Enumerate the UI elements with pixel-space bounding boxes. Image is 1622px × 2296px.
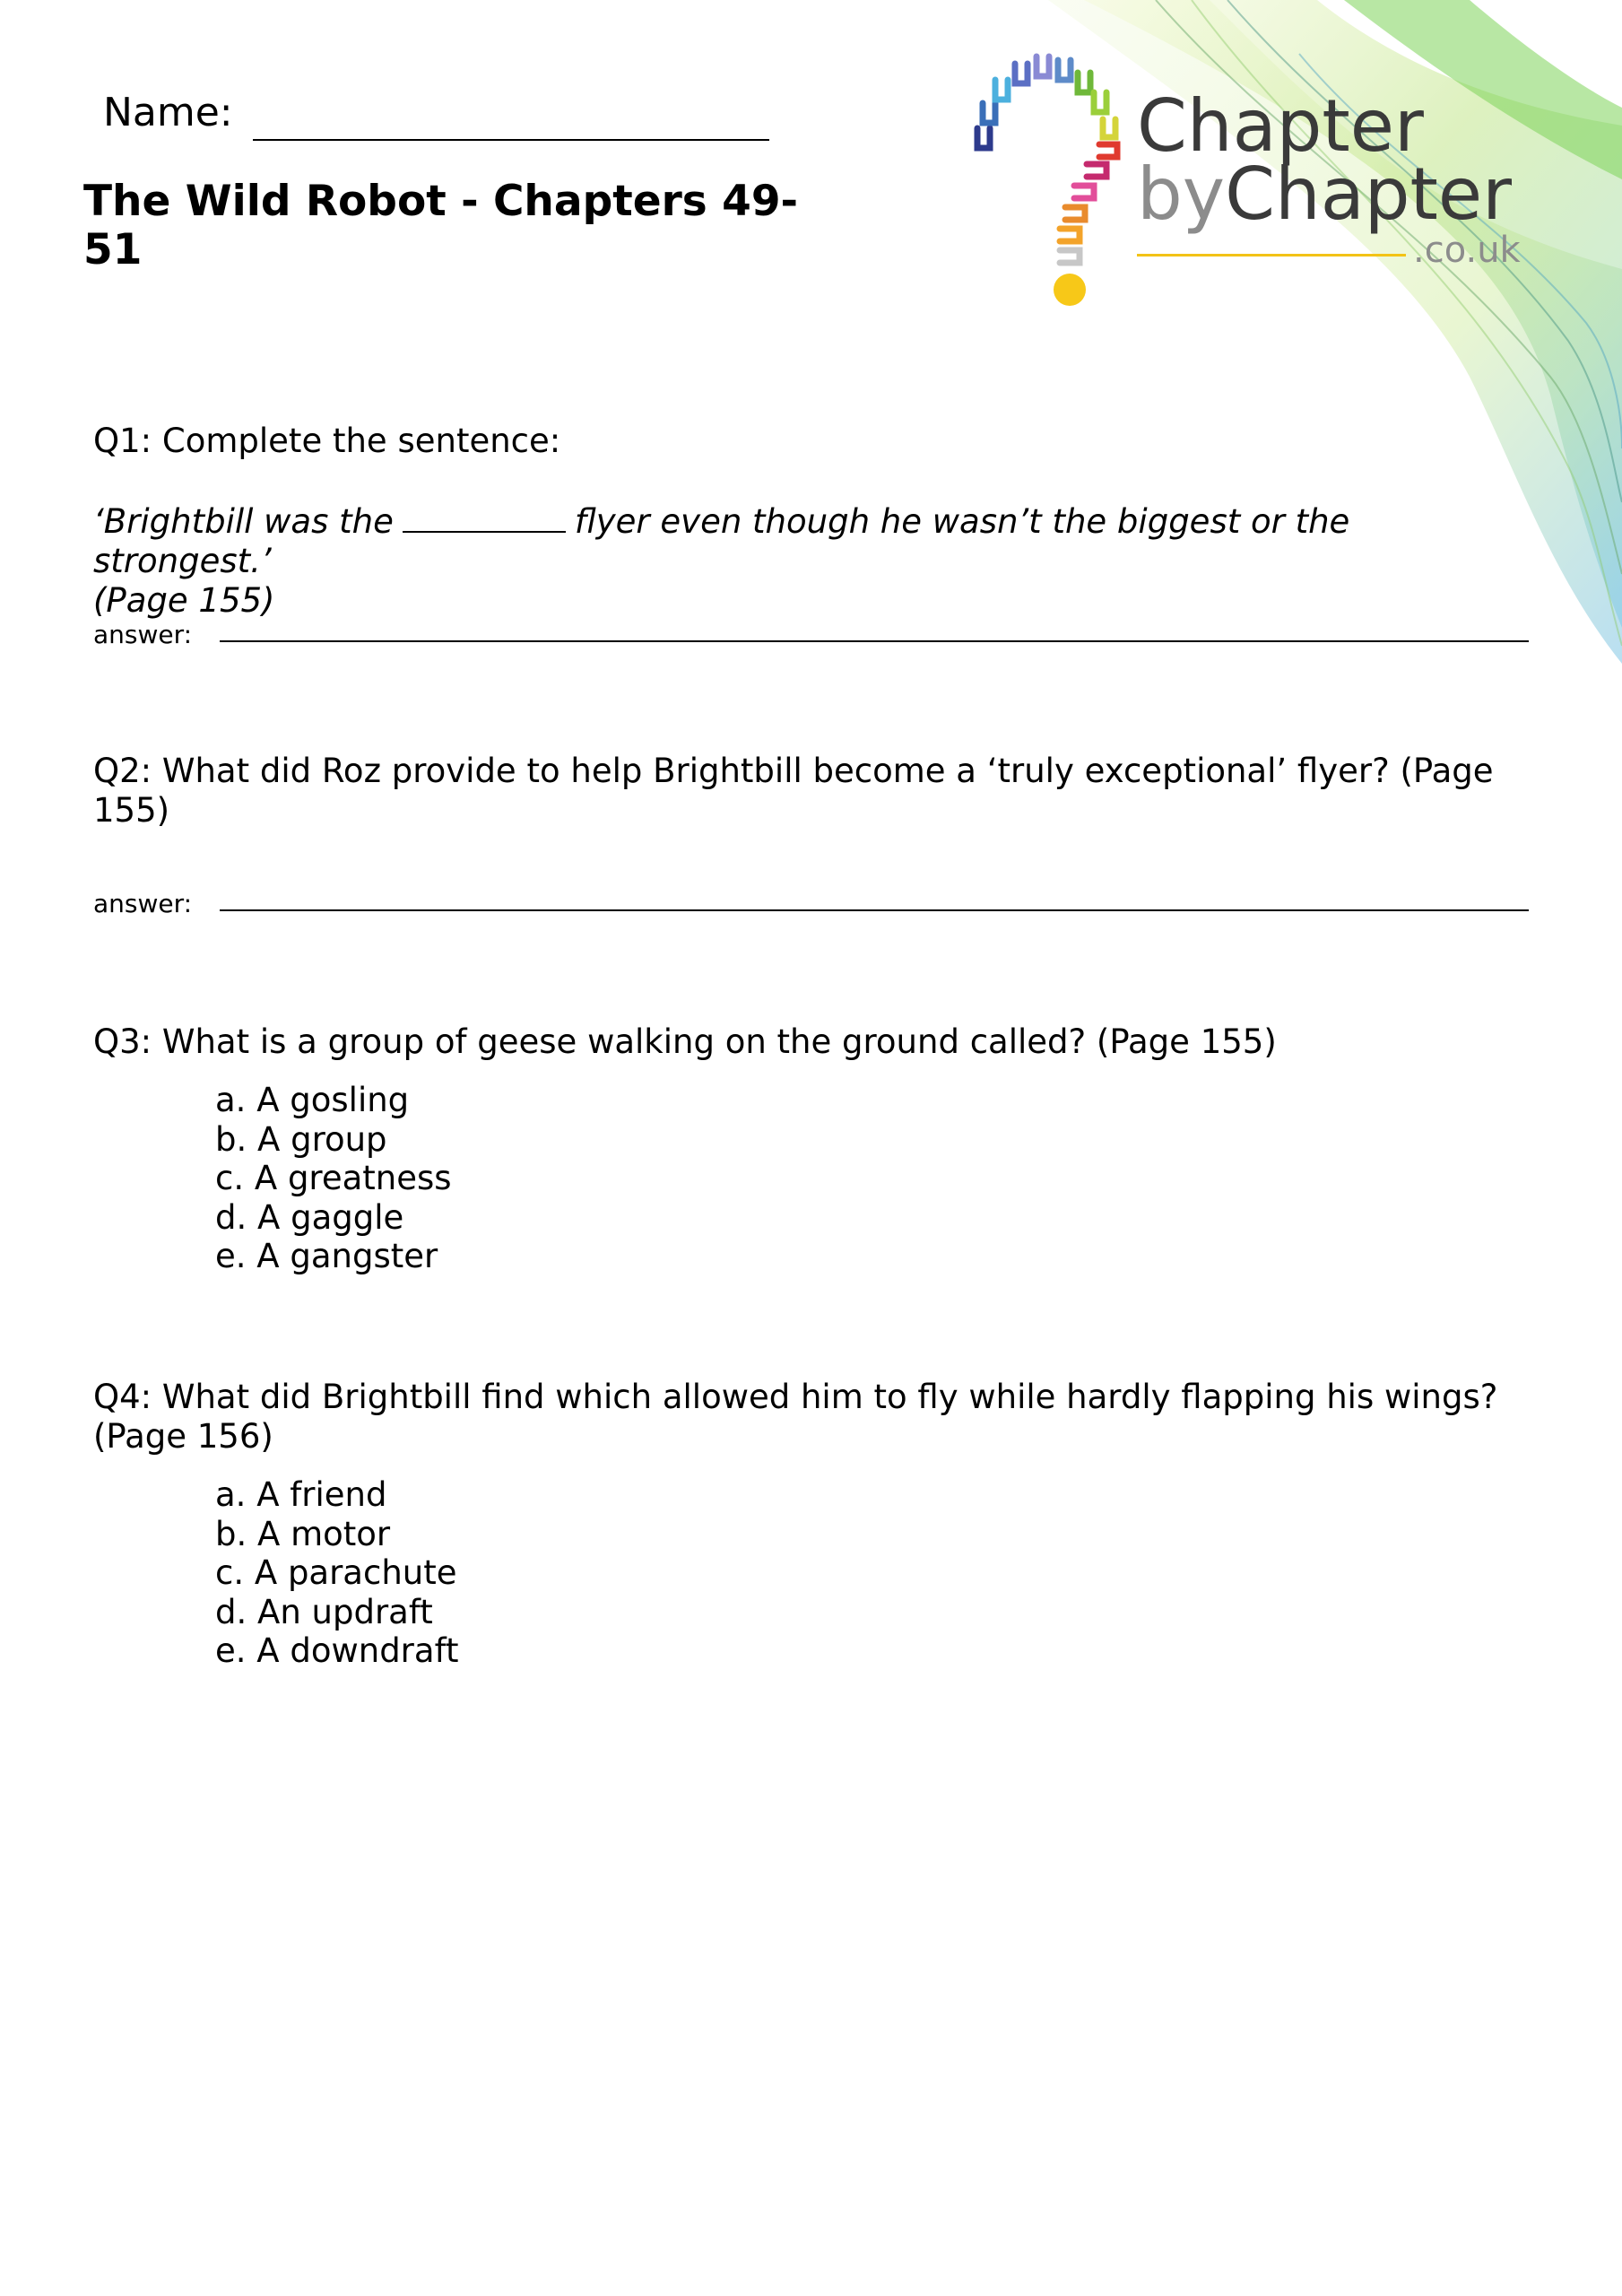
q1-prompt: Q1: Complete the sentence: bbox=[93, 422, 561, 460]
logo-underline bbox=[1137, 254, 1406, 257]
q3-options bbox=[215, 1081, 452, 1276]
book-question-mark-logo-icon bbox=[968, 49, 1130, 309]
q1-answer-label: answer: bbox=[93, 620, 193, 649]
q2-answer-line[interactable] bbox=[220, 909, 1529, 911]
logo-wordmark-bychapter bbox=[1137, 154, 1512, 235]
q3-option-b[interactable]: b. A group bbox=[215, 1119, 387, 1159]
q3-option-c[interactable]: c. A greatness bbox=[215, 1159, 452, 1197]
logo-wordmark-by: by bbox=[1137, 152, 1226, 236]
q4-option-c[interactable]: c. A parachute bbox=[215, 1553, 457, 1592]
q3-prompt: Q3: What is a group of geese walking on the ground called? (Page 155) bbox=[93, 1022, 1277, 1061]
q4-option-b[interactable]: b. A motor bbox=[215, 1514, 391, 1553]
worksheet-title: The Wild Robot - Chapters 49-51 bbox=[83, 177, 799, 274]
q1-quote bbox=[93, 502, 1537, 621]
q2-prompt: Q2: What did Roz provide to help Brightbill become a ‘truly exceptional’ flyer? (Page 155) bbox=[93, 752, 1494, 830]
q4-options bbox=[215, 1475, 458, 1671]
q3-option-d[interactable]: d. A gaggle bbox=[215, 1197, 404, 1237]
logo-domain-suffix: .co.uk bbox=[1413, 230, 1521, 271]
name-field-line[interactable] bbox=[253, 139, 769, 141]
q1-answer-line[interactable] bbox=[220, 640, 1529, 642]
q3-option-e[interactable]: e. A gangster bbox=[215, 1237, 438, 1275]
q1-quote-before: ‘Brightbill was the bbox=[93, 502, 394, 541]
q4-option-d[interactable]: d. An updraft bbox=[215, 1592, 433, 1631]
q2-answer-label: answer: bbox=[93, 889, 193, 918]
q1-sentence-blank bbox=[403, 531, 566, 533]
logo-wordmark-chapter-2: Chapter bbox=[1225, 152, 1512, 236]
q4-option-e[interactable]: e. A downdraft bbox=[215, 1631, 459, 1670]
q4-prompt: Q4: What did Brightbill find which allowed him to fly while hardly flapping his wings? (Page 156) bbox=[93, 1378, 1498, 1456]
q4-option-a[interactable]: a. A friend bbox=[215, 1475, 387, 1514]
q3-option-a[interactable]: a. A gosling bbox=[215, 1081, 410, 1119]
name-label: Name: bbox=[103, 90, 233, 135]
q1-quote-after: flyer even though he wasn’t the biggest or the strongest.’ bbox=[93, 502, 1350, 580]
logo-wordmark-chapter: Chapter bbox=[1137, 84, 1424, 168]
q1-quote-ref: (Page 155) bbox=[93, 581, 275, 620]
